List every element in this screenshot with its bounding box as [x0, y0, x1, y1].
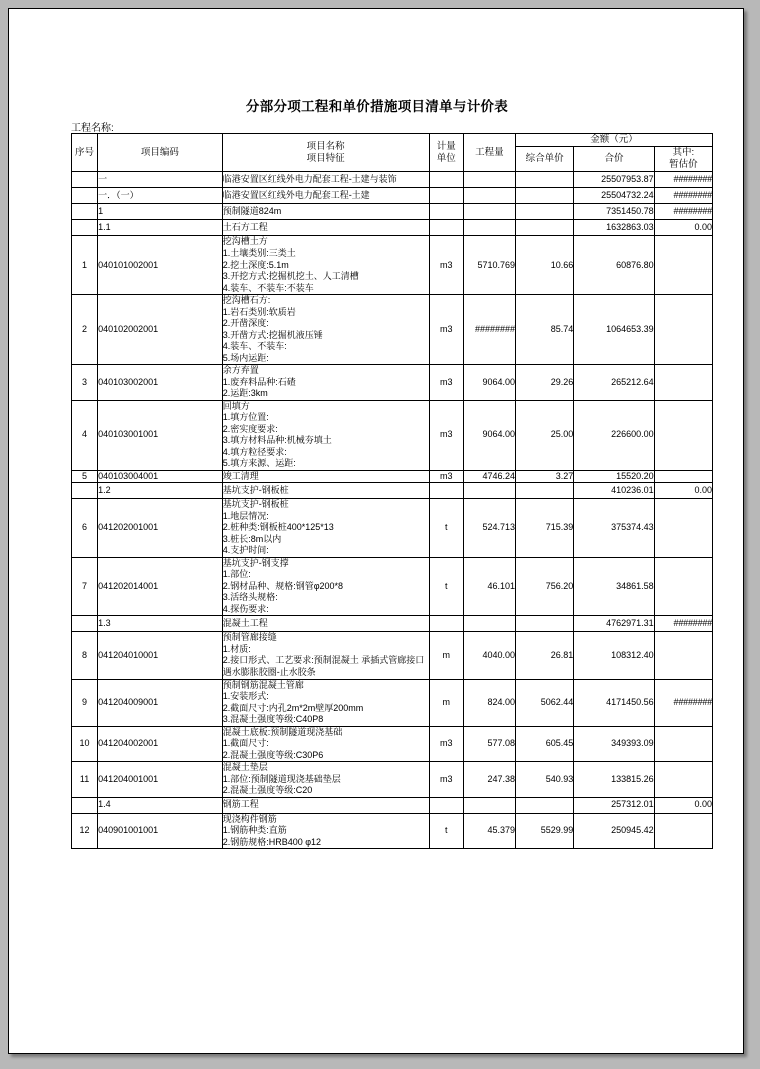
cell-name	[222, 557, 429, 616]
cell-code: 040103002001	[98, 365, 223, 401]
cell-name	[222, 470, 429, 483]
cell-total_price: 265212.64	[574, 365, 654, 401]
item-feature-text: 4.装车、不装车:不装车	[222, 282, 314, 293]
item-feature-text: 2.混凝土强度等级:C20	[222, 785, 313, 796]
item-name-text: 混凝土垫层	[222, 762, 268, 773]
cell-provisional: 0.00	[654, 797, 712, 813]
cell-provisional	[654, 632, 712, 679]
item-feature-text: 1.废弃料品种:石碴	[222, 376, 296, 387]
cell-total_price: 34861.58	[574, 557, 654, 616]
cell-unit_price	[516, 616, 574, 632]
col-header-unit-price: 综合单价	[516, 147, 574, 172]
item-feature-text: 3.开挖方式:挖掘机挖土、人工清槽	[222, 271, 359, 282]
cell-quantity: 247.38	[463, 762, 515, 798]
item-feature-text: 1.安装形式:	[222, 691, 269, 702]
cell-code: 一．（一）	[98, 188, 223, 204]
cell-quantity	[463, 204, 515, 220]
col-header-code: 项目编码	[98, 134, 223, 172]
item-feature-text: 1.材质:	[222, 643, 251, 654]
cell-total_price: 7351450.78	[574, 204, 654, 220]
cell-seq	[72, 188, 98, 204]
col-header-provisional-line2: 暂估价	[669, 159, 698, 171]
item-feature-text: 1.部位:	[222, 569, 251, 580]
item-name-text: 回填方	[222, 400, 250, 411]
cell-quantity: 577.08	[463, 726, 515, 762]
cell-unit_price: 85.74	[516, 295, 574, 365]
cell-quantity: ########	[463, 295, 515, 365]
project-name-label: 工程名称:	[71, 123, 114, 134]
table-row-group[interactable]	[72, 172, 713, 188]
item-feature-text: 2.桩种类:钢板桩400*125*13	[222, 522, 334, 533]
cell-name	[222, 679, 429, 726]
cell-seq	[72, 616, 98, 632]
item-feature-text: 1.部位:预制隧道现浇基础垫层	[222, 773, 341, 784]
cell-total_price: 25507953.87	[574, 172, 654, 188]
cell-code: 1	[98, 204, 223, 220]
cell-code: 041204009001	[98, 679, 223, 726]
item-feature-text: 2.混凝土强度等级:C30P6	[222, 749, 324, 760]
item-name-text: 基坑支护-钢板桩	[222, 499, 289, 510]
cell-unit	[429, 188, 463, 204]
item-name-text: 预制管廊接缝	[222, 632, 277, 643]
cell-unit: m3	[429, 400, 463, 470]
cell-unit	[429, 220, 463, 236]
col-header-unit	[429, 134, 463, 172]
cell-provisional	[654, 400, 712, 470]
cell-total_price: 60876.80	[574, 236, 654, 295]
table-row[interactable]	[72, 762, 713, 798]
cell-name	[222, 172, 429, 188]
cell-name	[222, 483, 429, 499]
item-feature-text: 5.场内运距:	[222, 352, 269, 363]
item-feature-text: 1.钢筋种类:直筋	[222, 825, 287, 836]
cell-total_price: 226600.00	[574, 400, 654, 470]
cell-seq: 7	[72, 557, 98, 616]
cost-estimate-table	[71, 133, 713, 849]
cell-quantity	[463, 220, 515, 236]
cell-unit_price: 3.27	[516, 470, 574, 483]
item-feature-text: 3.开凿方式:挖掘机液压锤	[222, 329, 323, 340]
cell-total_price: 108312.40	[574, 632, 654, 679]
item-name-text: 预制隧道824m	[222, 206, 282, 217]
cell-unit_price: 10.66	[516, 236, 574, 295]
cell-quantity: 9064.00	[463, 400, 515, 470]
item-feature-text: 1.土壤类别:三类土	[222, 247, 296, 258]
cell-total_price: 257312.01	[574, 797, 654, 813]
cell-unit: m	[429, 632, 463, 679]
cell-unit: t	[429, 557, 463, 616]
cell-unit_price	[516, 220, 574, 236]
cell-unit: m3	[429, 762, 463, 798]
item-name-text: 钢筋工程	[222, 799, 259, 810]
cell-code: 041204010001	[98, 632, 223, 679]
cell-code: 040101002001	[98, 236, 223, 295]
cell-code: 一	[98, 172, 223, 188]
table-row-group[interactable]	[72, 797, 713, 813]
cell-unit: t	[429, 499, 463, 558]
cell-name	[222, 797, 429, 813]
cell-unit: t	[429, 813, 463, 849]
cell-seq	[72, 204, 98, 220]
cell-quantity	[463, 797, 515, 813]
cell-unit_price	[516, 188, 574, 204]
table-row[interactable]	[72, 295, 713, 365]
cell-seq	[72, 483, 98, 499]
table-row[interactable]	[72, 365, 713, 401]
cell-quantity	[463, 616, 515, 632]
table-row[interactable]	[72, 557, 713, 616]
item-feature-text: 3.桩长:8m以内	[222, 533, 282, 544]
item-feature-text: 1.填方位置:	[222, 412, 269, 423]
col-header-unit-line1: 计量	[436, 140, 456, 152]
cell-name	[222, 295, 429, 365]
cell-code: 041204002001	[98, 726, 223, 762]
cell-quantity: 4040.00	[463, 632, 515, 679]
table-row-group[interactable]	[72, 616, 713, 632]
table-header	[72, 134, 713, 172]
cell-unit	[429, 483, 463, 499]
item-name-text: 挖沟槽土方	[222, 236, 268, 247]
col-header-total-price: 合价	[574, 147, 654, 172]
cell-name	[222, 813, 429, 849]
item-feature-text: 5.填方来源、运距:	[222, 458, 296, 469]
cell-code: 040102002001	[98, 295, 223, 365]
col-header-provisional-line1: 其中:	[672, 147, 695, 159]
cell-quantity: 9064.00	[463, 365, 515, 401]
cell-name	[222, 365, 429, 401]
cell-unit_price	[516, 172, 574, 188]
item-feature-text: 2.运距:3km	[222, 388, 268, 399]
col-header-amount-group: 金额（元）	[516, 134, 713, 147]
cell-provisional: ########	[654, 616, 712, 632]
cell-quantity	[463, 483, 515, 499]
table-row[interactable]	[72, 813, 713, 849]
cell-code: 041202001001	[98, 499, 223, 558]
item-name-text: 混凝土底板:预制隧道现浇基础	[222, 726, 343, 737]
item-name-text: 混凝土工程	[222, 618, 268, 629]
item-name-text: 预制钢筋混凝土管廊	[222, 679, 304, 690]
item-feature-text: 4.支护时间:	[222, 545, 269, 556]
item-feature-text: 2.钢筋规格:HRB400 φ12	[222, 836, 322, 847]
cell-seq: 4	[72, 400, 98, 470]
cell-seq: 5	[72, 470, 98, 483]
cell-name	[222, 499, 429, 558]
table-body	[72, 172, 713, 849]
cell-quantity: 5710.769	[463, 236, 515, 295]
cell-seq	[72, 220, 98, 236]
cell-provisional	[654, 813, 712, 849]
table-row[interactable]	[72, 236, 713, 295]
table-row[interactable]	[72, 400, 713, 470]
cell-quantity	[463, 188, 515, 204]
cell-provisional	[654, 726, 712, 762]
col-header-unit-line2: 单位	[436, 152, 456, 164]
cell-code: 040901001001	[98, 813, 223, 849]
table-row-group[interactable]	[72, 483, 713, 499]
item-name-text: 临港安置区红线外电力配套工程-土建	[222, 190, 370, 201]
table-row[interactable]	[72, 499, 713, 558]
cell-unit	[429, 797, 463, 813]
cell-unit	[429, 172, 463, 188]
cost-table-container	[71, 133, 713, 849]
item-name-text: 现浇构件钢筋	[222, 813, 277, 824]
col-header-name-line1: 项目名称	[306, 140, 345, 152]
cell-code: 1.3	[98, 616, 223, 632]
col-header-quantity: 工程量	[463, 134, 515, 172]
cell-provisional	[654, 557, 712, 616]
item-name-text: 基坑支护-钢支撑	[222, 557, 289, 568]
cell-provisional	[654, 295, 712, 365]
cell-seq: 3	[72, 365, 98, 401]
item-feature-text: 2.钢材品种、规格:钢管φ200*8	[222, 580, 344, 591]
cell-total_price: 375374.43	[574, 499, 654, 558]
item-feature-text: 2.截面尺寸:内孔2m*2m壁厚200mm	[222, 702, 364, 713]
item-feature-text: 2.开凿深度:	[222, 318, 269, 329]
item-feature-text: 3.活络头规格:	[222, 592, 278, 603]
table-row[interactable]	[72, 679, 713, 726]
table-row[interactable]	[72, 726, 713, 762]
col-header-provisional	[654, 147, 712, 172]
cell-code: 1.2	[98, 483, 223, 499]
cell-provisional: ########	[654, 204, 712, 220]
cell-unit: m3	[429, 470, 463, 483]
cell-code: 041204001001	[98, 762, 223, 798]
cell-code: 040103004001	[98, 470, 223, 483]
col-header-seq: 序号	[72, 134, 98, 172]
cell-unit_price: 756.20	[516, 557, 574, 616]
table-header-row-1	[72, 134, 713, 147]
cell-unit_price: 5062.44	[516, 679, 574, 726]
cell-total_price: 410236.01	[574, 483, 654, 499]
cell-unit: m3	[429, 295, 463, 365]
item-name-text: 挖沟槽石方:	[222, 295, 271, 306]
cell-unit_price	[516, 483, 574, 499]
cell-provisional	[654, 499, 712, 558]
cell-unit: m3	[429, 236, 463, 295]
cell-provisional: 0.00	[654, 220, 712, 236]
item-feature-text: 2.密实度要求:	[222, 423, 278, 434]
item-name-text: 土石方工程	[222, 222, 268, 233]
cell-unit	[429, 204, 463, 220]
cell-seq: 1	[72, 236, 98, 295]
cell-quantity: 45.379	[463, 813, 515, 849]
item-feature-text: 1.地层情况:	[222, 510, 269, 521]
cell-quantity: 46.101	[463, 557, 515, 616]
cell-name	[222, 236, 429, 295]
cell-unit_price	[516, 797, 574, 813]
item-feature-text: 4.探伤要求:	[222, 603, 269, 614]
item-feature-text: 4.装车、不装车:	[222, 341, 287, 352]
cell-total_price: 1064653.39	[574, 295, 654, 365]
cell-provisional: ########	[654, 679, 712, 726]
cell-unit_price: 25.00	[516, 400, 574, 470]
cell-unit_price	[516, 204, 574, 220]
item-feature-text: 4.填方粒径要求:	[222, 446, 287, 457]
item-feature-text: 1.岩石类别:软质岩	[222, 306, 296, 317]
cell-unit_price: 5529.99	[516, 813, 574, 849]
cell-unit	[429, 616, 463, 632]
cell-code: 1.1	[98, 220, 223, 236]
cell-unit_price: 605.45	[516, 726, 574, 762]
cell-unit_price: 540.93	[516, 762, 574, 798]
item-feature-text: 1.截面尺寸:	[222, 738, 269, 749]
cell-quantity: 4746.24	[463, 470, 515, 483]
cell-name	[222, 400, 429, 470]
item-feature-text: 3.填方材料品种:机械夯填土	[222, 435, 332, 446]
cell-total_price: 25504732.24	[574, 188, 654, 204]
document-page	[8, 8, 744, 1054]
cell-name	[222, 762, 429, 798]
cell-provisional	[654, 470, 712, 483]
item-name-text: 临港安置区红线外电力配套工程-土建与装饰	[222, 174, 397, 185]
cell-name	[222, 632, 429, 679]
item-feature-text: 2.挖土深度:5.1m	[222, 259, 289, 270]
cell-code: 040103001001	[98, 400, 223, 470]
cell-seq: 11	[72, 762, 98, 798]
col-header-name-line2: 项目特征	[306, 152, 345, 164]
item-name-text: 余方弃置	[222, 365, 259, 376]
cell-unit: m3	[429, 726, 463, 762]
cell-name	[222, 188, 429, 204]
cell-total_price: 15520.20	[574, 470, 654, 483]
table-row[interactable]	[72, 632, 713, 679]
cell-total_price: 4171450.56	[574, 679, 654, 726]
item-feature-text: 3.混凝土强度等级:C40P8	[222, 714, 324, 725]
table-row-group[interactable]	[72, 220, 713, 236]
cell-provisional	[654, 762, 712, 798]
cell-seq: 2	[72, 295, 98, 365]
cell-seq: 6	[72, 499, 98, 558]
cell-unit_price: 715.39	[516, 499, 574, 558]
item-feature-text: 2.接口形式、工艺要求:预制混凝土 承插式管廊接口 遇水膨胀胶圈-止水胶条	[222, 655, 425, 677]
cell-code: 1.4	[98, 797, 223, 813]
cell-seq: 9	[72, 679, 98, 726]
cell-total_price: 1632863.03	[574, 220, 654, 236]
cell-name	[222, 220, 429, 236]
cell-quantity: 524.713	[463, 499, 515, 558]
cell-unit: m3	[429, 365, 463, 401]
table-row-group[interactable]	[72, 188, 713, 204]
cell-total_price: 349393.09	[574, 726, 654, 762]
table-row[interactable]	[72, 470, 713, 483]
cell-quantity: 824.00	[463, 679, 515, 726]
cell-quantity	[463, 172, 515, 188]
cell-provisional: 0.00	[654, 483, 712, 499]
cell-code: 041202014001	[98, 557, 223, 616]
cell-name	[222, 616, 429, 632]
cell-seq: 8	[72, 632, 98, 679]
cell-seq: 12	[72, 813, 98, 849]
cell-seq	[72, 172, 98, 188]
cell-name	[222, 204, 429, 220]
col-header-name	[222, 134, 429, 172]
cell-provisional	[654, 236, 712, 295]
cell-seq	[72, 797, 98, 813]
cell-total_price: 4762971.31	[574, 616, 654, 632]
cell-unit_price: 26.81	[516, 632, 574, 679]
cell-seq: 10	[72, 726, 98, 762]
cell-provisional	[654, 365, 712, 401]
page-title: 分部分项工程和单价措施项目清单与计价表	[245, 99, 509, 114]
cell-unit_price: 29.26	[516, 365, 574, 401]
cell-name	[222, 726, 429, 762]
cell-provisional: ########	[654, 172, 712, 188]
item-name-text: 基坑支护-钢板桩	[222, 485, 289, 496]
table-row-group[interactable]	[72, 204, 713, 220]
cell-provisional: ########	[654, 188, 712, 204]
cell-total_price: 250945.42	[574, 813, 654, 849]
cell-unit: m	[429, 679, 463, 726]
cell-total_price: 133815.26	[574, 762, 654, 798]
item-name-text: 竣工清理	[222, 470, 259, 481]
